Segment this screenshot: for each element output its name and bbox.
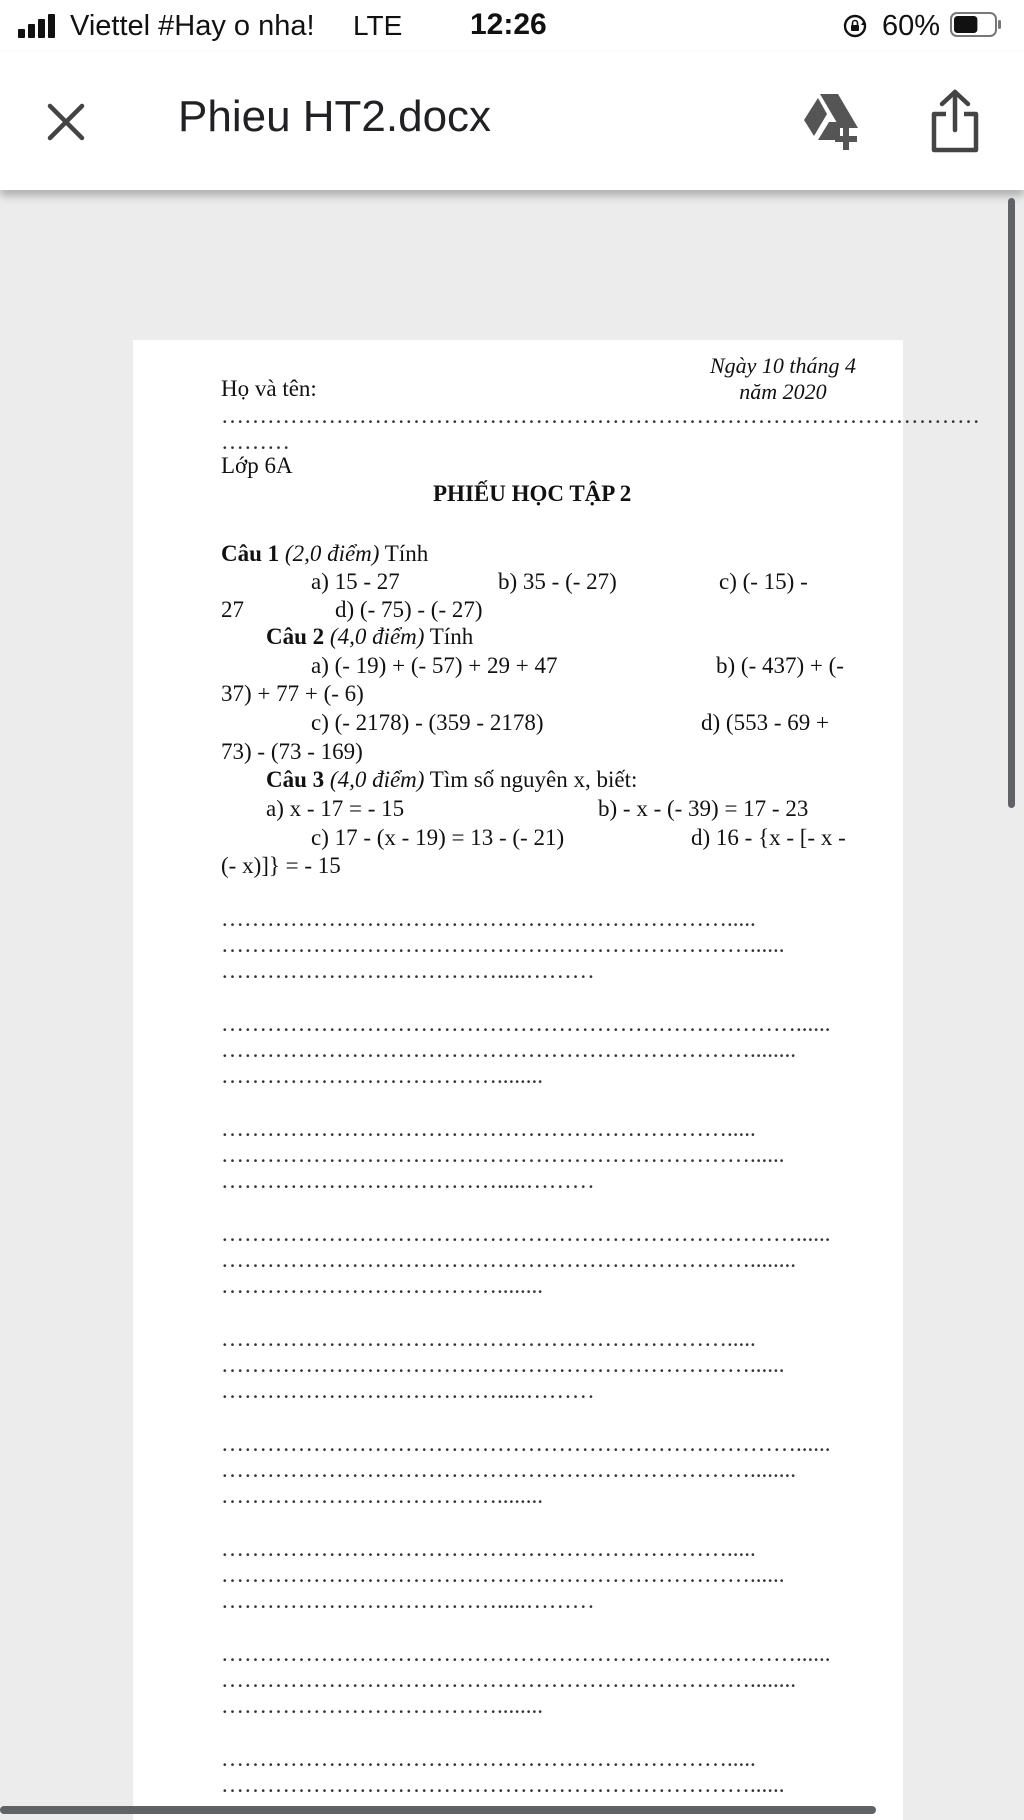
question-2-heading bbox=[266, 623, 473, 651]
share-icon[interactable] bbox=[928, 88, 982, 154]
answer-line: ……………………………………………………………........ bbox=[221, 1457, 796, 1482]
question-points: (2,0 điểm) bbox=[284, 541, 380, 566]
battery-icon bbox=[950, 12, 1002, 37]
status-bar bbox=[0, 0, 1024, 52]
add-to-drive-icon[interactable] bbox=[800, 90, 866, 152]
q3-item-d-cont: (- x)]} = - 15 bbox=[221, 853, 341, 878]
answer-line: …………………………………………………………..... bbox=[221, 906, 756, 931]
answer-line: ……………………………………………………………........ bbox=[221, 1037, 796, 1062]
answer-line: ……………………………….....……… bbox=[221, 1378, 595, 1403]
q1-item-d: d) (- 75) - (- 27) bbox=[335, 597, 483, 622]
q1-item-c-cont: 27 bbox=[221, 597, 244, 622]
answer-line: …………………………………………………………..... bbox=[221, 1116, 756, 1141]
answer-line: ……………………………………………………………...... bbox=[221, 1562, 785, 1587]
question-points: (4,0 điểm) bbox=[329, 624, 425, 649]
answer-line: ……………………………………………………………...... bbox=[221, 1352, 785, 1377]
date-line-2: năm 2020 bbox=[739, 379, 827, 404]
name-blank-line: ……………………………………………………………………………………… bbox=[221, 403, 980, 428]
answer-line: …………………………………………………………..... bbox=[221, 1746, 756, 1771]
network-type: LTE bbox=[353, 10, 403, 41]
answer-line: ……………………………………………………………........ bbox=[221, 1247, 796, 1272]
q1-item-c: c) (- 15) - bbox=[719, 569, 808, 594]
question-task: Tính bbox=[384, 541, 429, 566]
clock: 12:26 bbox=[470, 8, 547, 41]
answer-line: …………………………………………………………………...... bbox=[221, 1431, 831, 1456]
answer-line: ……………………………………………………………...... bbox=[221, 1142, 785, 1167]
q1-item-a: a) 15 - 27 bbox=[311, 569, 400, 594]
vertical-scrollbar[interactable] bbox=[1008, 198, 1015, 808]
name-blank-line-cont: ……… bbox=[221, 429, 290, 454]
q2-item-a: a) (- 19) + (- 57) + 29 + 47 bbox=[311, 653, 558, 678]
answer-line: …………………………………………………………………...... bbox=[221, 1011, 831, 1036]
answer-line: ……………………………………………………………........ bbox=[221, 1667, 796, 1692]
app-bar bbox=[0, 52, 1024, 190]
answer-line: ………………………………........ bbox=[221, 1693, 543, 1718]
question-task: Tính bbox=[429, 624, 474, 649]
document-title: Phieu HT2.docx bbox=[178, 92, 492, 141]
answer-line: ………………………………........ bbox=[221, 1063, 543, 1088]
answer-line: ………………………………........ bbox=[221, 1273, 543, 1298]
horizontal-scrollbar[interactable] bbox=[0, 1806, 876, 1814]
q3-item-d: d) 16 - {x - [- x - bbox=[691, 825, 846, 850]
question-task: Tìm số nguyên x, biết: bbox=[429, 767, 638, 792]
q3-item-b: b) - x - (- 39) = 17 - 23 bbox=[598, 796, 809, 821]
document-page bbox=[133, 340, 980, 1820]
q3-item-c: c) 17 - (x - 19) = 13 - (- 21) bbox=[311, 825, 565, 850]
answer-line: ………………………………........ bbox=[221, 1483, 543, 1508]
rotation-lock-icon bbox=[842, 13, 868, 39]
answer-line: ……………………………………………………………...... bbox=[221, 1772, 785, 1797]
carrier-name: Viettel #Hay o nha! bbox=[70, 10, 315, 42]
q1-item-b: b) 35 - (- 27) bbox=[498, 569, 617, 594]
class-label: Lớp 6A bbox=[221, 453, 293, 478]
answer-line: …………………………………………………………..... bbox=[221, 1536, 756, 1561]
answer-line: …………………………………………………………………...... bbox=[221, 1641, 831, 1666]
q2-item-d: d) (553 - 69 + bbox=[701, 710, 829, 735]
signal-icon bbox=[18, 14, 60, 38]
q2-item-c: c) (- 2178) - (359 - 2178) bbox=[311, 710, 544, 735]
date-line-1: Ngày 10 tháng 4 bbox=[709, 353, 857, 378]
q2-item-b-cont: 37) + 77 + (- 6) bbox=[221, 681, 364, 706]
answer-line: ……………………………….....……… bbox=[221, 1168, 595, 1193]
close-icon[interactable] bbox=[38, 94, 94, 150]
answer-line: …………………………………………………………………...... bbox=[221, 1221, 831, 1246]
answer-line: ……………………………….....……… bbox=[221, 1588, 595, 1613]
q2-item-d-cont: 73) - (73 - 169) bbox=[221, 739, 363, 764]
q3-item-a: a) x - 17 = - 15 bbox=[266, 796, 405, 821]
question-3-heading bbox=[266, 766, 637, 794]
name-label: Họ và tên: bbox=[221, 376, 317, 401]
question-1-heading bbox=[221, 540, 428, 568]
answer-line: …………………………………………………………..... bbox=[221, 1326, 756, 1351]
sheet-title: PHIẾU HỌC TẬP 2 bbox=[433, 481, 632, 506]
q2-item-b: b) (- 437) + (- bbox=[716, 653, 844, 678]
question-label: Câu 1 bbox=[221, 541, 280, 566]
battery-percent: 60% bbox=[882, 10, 941, 42]
answer-line: ……………………………………………………………...... bbox=[221, 932, 785, 957]
document-viewer[interactable] bbox=[0, 190, 1024, 1820]
question-label: Câu 2 bbox=[266, 624, 325, 649]
question-label: Câu 3 bbox=[266, 767, 325, 792]
question-points: (4,0 điểm) bbox=[329, 767, 425, 792]
answer-line: ……………………………….....……… bbox=[221, 958, 595, 983]
